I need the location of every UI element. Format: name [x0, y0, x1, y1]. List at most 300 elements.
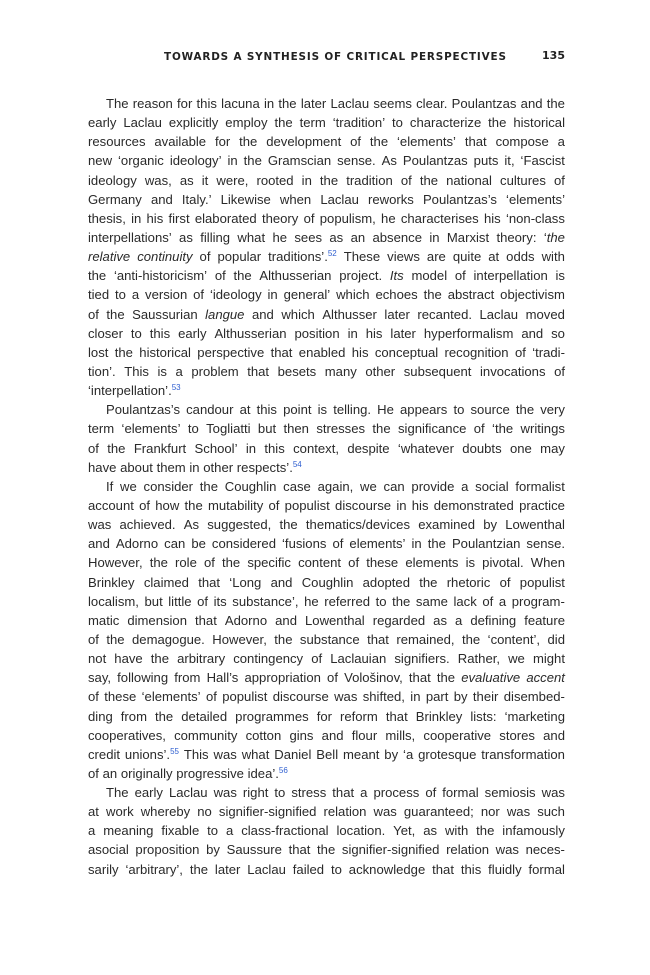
word: dimension	[127, 612, 187, 628]
word: lists:	[470, 708, 497, 724]
word: later	[214, 861, 241, 877]
word: in	[429, 229, 440, 245]
word: Marxist	[446, 229, 490, 245]
word: ‘the	[543, 229, 565, 245]
word: to	[115, 287, 126, 303]
word: the	[222, 555, 241, 571]
word: ‘arbitrary’,	[125, 861, 183, 877]
word: in	[189, 459, 200, 475]
word: guaranteed;	[403, 804, 474, 820]
word: Yet,	[393, 823, 416, 839]
footnote-marker[interactable]: 53	[171, 383, 181, 393]
word: reason	[132, 96, 173, 111]
word: semiosis	[484, 785, 536, 801]
word: such	[537, 804, 565, 820]
word: did	[547, 631, 565, 647]
word: them	[156, 459, 186, 475]
word: and	[88, 536, 110, 552]
word: Brinkley	[88, 574, 135, 590]
text-line	[88, 324, 565, 343]
word: abstract	[447, 287, 495, 303]
word: the	[546, 96, 565, 111]
word: the	[476, 823, 495, 839]
word: appears	[400, 402, 448, 418]
word: the	[239, 134, 258, 150]
word: clear.	[416, 96, 448, 111]
word: as	[179, 229, 193, 245]
text-line	[88, 592, 565, 611]
word: the	[274, 631, 293, 647]
word: and	[543, 727, 565, 743]
word: interpellation	[473, 268, 548, 284]
word: that	[367, 631, 389, 647]
word: a	[557, 134, 565, 150]
word: ‘anti-historicism’	[113, 268, 208, 284]
word: demagogue.	[132, 631, 205, 647]
word: sense.	[526, 536, 565, 552]
word: odds	[506, 249, 535, 265]
word: closer	[88, 325, 123, 341]
word: practice	[519, 497, 565, 513]
word: the	[427, 536, 446, 552]
word: relative	[88, 249, 131, 265]
word: mills,	[385, 727, 416, 743]
word: the	[369, 134, 389, 150]
word: absence	[372, 229, 422, 245]
word: his	[483, 210, 501, 226]
word: perspective	[197, 344, 265, 360]
word: of	[139, 497, 151, 513]
word: programmes	[235, 708, 309, 724]
word: of	[400, 172, 412, 188]
word: populist	[519, 574, 565, 590]
word: Lowenthal	[505, 517, 565, 533]
word: relation	[446, 842, 490, 858]
word: the	[419, 172, 439, 188]
word: historical	[513, 115, 565, 131]
word: achieved.	[119, 517, 176, 533]
word: to	[375, 593, 387, 609]
word: as	[179, 172, 194, 188]
word: the	[515, 402, 535, 418]
word: a	[498, 593, 507, 609]
running-title: TOWARDS A SYNTHESIS OF CRITICAL PERSPECTIVES	[164, 51, 507, 63]
word: rooted	[256, 172, 294, 188]
word: recognition	[444, 344, 509, 360]
word: telling.	[333, 402, 372, 418]
body-text	[88, 94, 565, 879]
word: of	[425, 785, 437, 801]
word: unions’.$^{55}$	[124, 746, 179, 762]
word: in	[410, 689, 421, 705]
text-line	[88, 266, 565, 285]
word: despite	[347, 440, 390, 456]
word: in	[347, 325, 358, 341]
word: matic	[88, 612, 120, 628]
word: employ	[225, 115, 268, 131]
word: this	[256, 402, 277, 418]
word: puts	[473, 153, 499, 169]
word: Althusserian	[214, 325, 287, 341]
word: at	[488, 249, 500, 265]
word: ‘Long	[229, 574, 262, 590]
word: source	[470, 402, 510, 418]
word: location.	[336, 823, 386, 839]
word: of	[348, 555, 360, 571]
word: early	[134, 785, 163, 801]
running-header	[88, 49, 565, 65]
word: can	[383, 478, 405, 494]
word: disembed-	[503, 689, 565, 705]
word: grotesque	[418, 746, 477, 762]
word: characterises	[400, 210, 479, 226]
word: the	[150, 651, 169, 667]
word: but	[144, 593, 163, 609]
word: interpellations’	[88, 229, 172, 245]
word: Laclau	[330, 96, 370, 111]
word: is	[157, 363, 167, 379]
word: that	[198, 574, 221, 590]
word: to	[330, 861, 342, 877]
text-line	[88, 553, 565, 572]
footnote-marker[interactable]: 52	[327, 249, 337, 259]
word: of	[514, 344, 526, 360]
word: in	[245, 440, 257, 456]
word: available	[154, 134, 207, 150]
word: and	[275, 612, 297, 628]
word: cooperative	[423, 727, 492, 743]
word: doubts	[462, 440, 502, 456]
word: signifier-signified	[341, 842, 440, 858]
word: Its	[389, 268, 404, 284]
text-line	[88, 630, 565, 649]
word: the	[372, 421, 391, 437]
word: theory:	[496, 229, 537, 245]
word: ‘fusions	[282, 536, 327, 552]
text-line	[88, 534, 565, 553]
text-line	[88, 247, 565, 266]
word: contingency	[233, 651, 304, 667]
text-line	[88, 573, 565, 592]
word: that	[270, 344, 293, 360]
word: an	[350, 229, 366, 245]
word: a	[175, 363, 183, 379]
word: provide	[411, 478, 455, 494]
word: cotton	[245, 727, 282, 743]
word: Brinkley	[415, 708, 463, 724]
word: may	[540, 440, 565, 456]
text-line	[88, 171, 565, 190]
word: the	[317, 842, 336, 858]
word: position	[294, 325, 340, 341]
word: ‘Fascist	[520, 153, 565, 169]
word: the	[155, 708, 174, 724]
word: objectivism	[500, 287, 565, 303]
footnote-marker[interactable]: 55	[170, 746, 179, 756]
word: Hall’s	[206, 670, 239, 686]
page-number: 135	[542, 49, 565, 62]
word: Rather,	[457, 651, 500, 667]
word: and	[251, 306, 274, 322]
word: of	[88, 440, 99, 456]
word: conceptual	[374, 344, 439, 360]
word: compose	[495, 134, 549, 150]
word: ‘interpellation’.$^{53}$	[88, 383, 181, 399]
word: ‘elements’	[506, 191, 565, 207]
word: mutability	[207, 497, 264, 513]
word: sense.	[337, 153, 376, 169]
paragraph	[88, 400, 565, 477]
word: the	[184, 497, 203, 513]
word: The	[106, 96, 129, 111]
text-line	[88, 400, 565, 419]
word: later	[300, 96, 327, 111]
word: later	[390, 325, 416, 341]
word: besets	[277, 363, 317, 379]
word: early	[178, 325, 207, 341]
word: of	[327, 670, 338, 686]
word: as	[329, 229, 344, 245]
word: of	[88, 631, 99, 647]
word: that	[408, 670, 431, 686]
text-line	[88, 649, 565, 668]
word: quite	[452, 249, 482, 265]
text-line	[88, 726, 565, 745]
text-line	[88, 687, 565, 706]
word: in	[263, 96, 275, 111]
word: asocial	[88, 842, 129, 858]
word: meant	[343, 746, 380, 762]
word: new	[88, 153, 113, 169]
word: seems	[373, 96, 412, 111]
word: the	[114, 344, 133, 360]
word: this	[264, 440, 285, 456]
word: respects’.$^{54}$	[236, 459, 302, 475]
word: for	[177, 96, 193, 111]
text-line	[88, 764, 565, 783]
word: relation	[323, 804, 367, 820]
word: populism,	[319, 210, 376, 226]
word: ‘whatever	[397, 440, 454, 456]
word: elements’	[349, 536, 406, 552]
word: of	[350, 134, 362, 150]
word: tied	[88, 287, 110, 303]
word: accent	[526, 670, 565, 686]
word: Althusserian	[259, 268, 332, 284]
text-line	[88, 496, 565, 515]
word: by	[206, 842, 220, 858]
word: the	[423, 287, 442, 303]
word: referred	[324, 593, 371, 609]
word: account	[88, 497, 134, 513]
word: tradition	[346, 172, 393, 188]
word: a	[226, 823, 234, 839]
word: and	[520, 96, 543, 111]
word: very	[540, 402, 565, 418]
text-line	[88, 458, 565, 477]
word: the	[278, 96, 297, 111]
word: Laclau	[479, 306, 519, 322]
word: the	[107, 440, 126, 456]
word: from	[120, 708, 147, 724]
word: the	[279, 517, 298, 533]
word: with	[444, 823, 469, 839]
word: a	[88, 823, 96, 839]
word: thesis,	[88, 210, 126, 226]
text-line	[88, 477, 565, 496]
word: considered	[211, 536, 276, 552]
word: However,	[88, 555, 143, 571]
word: be	[191, 536, 206, 552]
word: when	[279, 191, 312, 207]
word: formal	[528, 861, 565, 877]
word: views	[387, 249, 420, 265]
word: originally	[120, 765, 173, 781]
word: feature	[524, 612, 565, 628]
word: the	[488, 115, 507, 131]
word: substance’,	[232, 593, 299, 609]
word: tion’.	[88, 363, 116, 379]
word: flour	[351, 727, 378, 743]
word: explicitly	[168, 115, 219, 131]
word: Togliatti	[206, 421, 251, 437]
text-line	[88, 668, 565, 687]
word: the	[106, 306, 125, 322]
word: sarily	[88, 861, 119, 877]
word: defining	[470, 612, 517, 628]
text-line	[88, 113, 565, 132]
word: He	[377, 402, 394, 418]
word: a	[455, 612, 463, 628]
word: evaluative	[461, 670, 521, 686]
word: to	[274, 785, 286, 801]
word: version	[145, 287, 188, 303]
word: ‘elements’	[141, 689, 201, 705]
word: of	[473, 421, 485, 437]
word: case	[283, 478, 311, 494]
word: have	[114, 651, 143, 667]
word: other	[365, 363, 396, 379]
word: pivotal.	[482, 555, 524, 571]
word: of	[199, 249, 211, 265]
word: that	[385, 708, 408, 724]
word: stress	[291, 785, 327, 801]
word: ‘tradi-	[532, 344, 565, 360]
word: program-	[511, 593, 565, 609]
word: transformation	[481, 746, 565, 762]
word: substance	[299, 631, 360, 647]
word: it	[201, 172, 209, 188]
text-line	[88, 419, 565, 438]
word: formalist	[515, 478, 565, 494]
word: traditions’.$^{52}$	[268, 249, 337, 265]
word: If	[106, 478, 114, 494]
word: Laclau	[247, 861, 286, 877]
text-line	[88, 840, 565, 859]
word: the	[419, 574, 438, 590]
word: role	[175, 555, 197, 571]
text-line	[88, 783, 565, 802]
word: of	[88, 689, 99, 705]
word: that	[332, 785, 355, 801]
text-line	[88, 151, 565, 170]
word: social	[475, 478, 509, 494]
word: other	[203, 459, 234, 475]
word: to	[187, 421, 199, 437]
word: cooperatives,	[88, 727, 166, 743]
word: the	[149, 555, 168, 571]
word: can	[164, 536, 186, 552]
word: this	[196, 96, 217, 111]
word: of	[499, 574, 511, 590]
footnote-marker[interactable]: 56	[278, 765, 288, 775]
word: his	[365, 325, 383, 341]
word: infamously	[502, 823, 565, 839]
word: the	[319, 172, 339, 188]
word: recanted.	[417, 306, 472, 322]
word: then	[283, 421, 309, 437]
word: appropriation	[244, 670, 321, 686]
word: a	[461, 478, 469, 494]
word: to	[392, 115, 403, 131]
word: we	[508, 651, 525, 667]
text-line	[88, 707, 565, 726]
word: historical	[139, 344, 191, 360]
word: as	[423, 823, 438, 839]
word: development	[266, 134, 342, 150]
text-line	[88, 515, 565, 534]
word: resources	[88, 134, 146, 150]
word: to	[207, 823, 219, 839]
word: ‘content’,	[487, 631, 541, 647]
word: the	[106, 631, 125, 647]
word: ‘a	[403, 746, 414, 762]
word: at	[239, 402, 251, 418]
word: not	[88, 651, 107, 667]
word: was	[506, 804, 531, 820]
word: at	[88, 804, 99, 820]
text-line	[88, 209, 565, 228]
word: Lowenthal	[305, 612, 365, 628]
word: signifier-signified	[218, 804, 317, 820]
word: consider	[143, 478, 194, 494]
text-line	[88, 132, 565, 151]
word: Germany	[88, 191, 142, 207]
word: were,	[216, 172, 249, 188]
word: significance	[397, 421, 467, 437]
word: hyperformalism	[423, 325, 514, 341]
word: lack	[453, 593, 477, 609]
word: so	[551, 325, 565, 341]
word: fluidly	[488, 861, 522, 877]
word: of	[197, 593, 209, 609]
word: specific	[247, 555, 291, 571]
word: which	[281, 306, 315, 322]
footnote-marker[interactable]: 54	[292, 459, 302, 469]
word: suggested,	[207, 517, 272, 533]
text-line	[88, 611, 565, 630]
word: same	[415, 593, 448, 609]
word: is	[317, 402, 328, 418]
word: popular	[217, 249, 262, 265]
word: and	[270, 574, 293, 590]
word: little	[168, 593, 192, 609]
word: writings	[520, 421, 565, 437]
word: by	[384, 746, 399, 762]
word: Italy.’	[181, 191, 212, 207]
word: general’	[283, 287, 331, 303]
word: his	[411, 497, 429, 513]
